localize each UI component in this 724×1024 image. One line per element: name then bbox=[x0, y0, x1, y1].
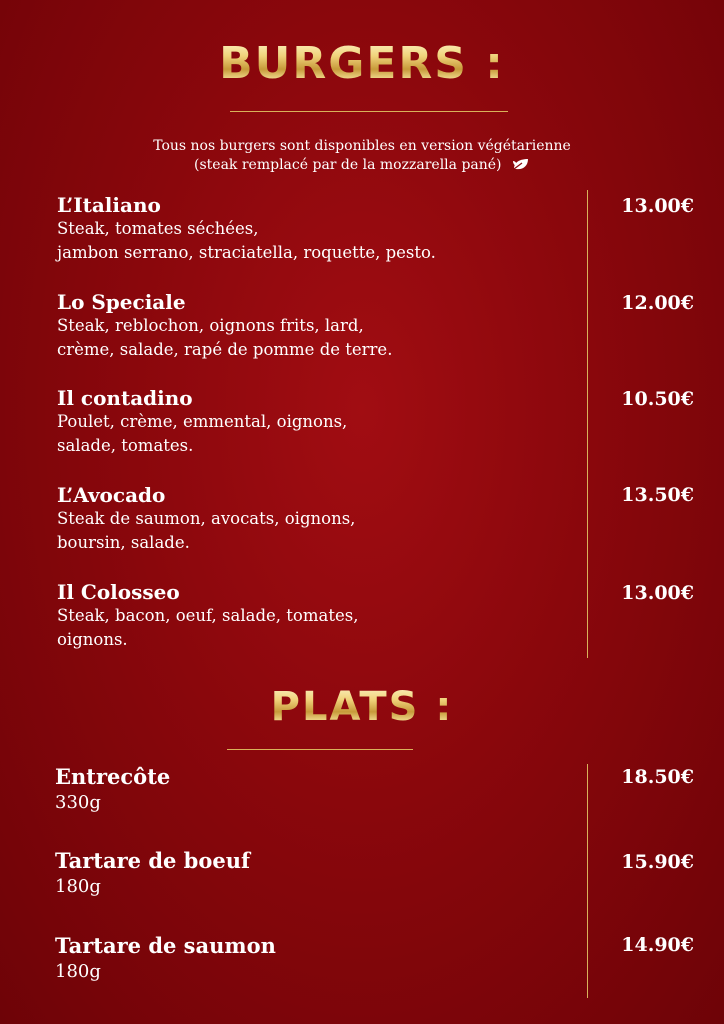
vegetarian-note-line-2: (steak remplacé par de la mozzarella pané) bbox=[194, 157, 502, 173]
menu-item-description: Steak, bacon, oeuf, salade, tomates, bbox=[57, 606, 359, 625]
menu-item-price: 13.00€ bbox=[621, 195, 694, 217]
plats-section-title: PLATS : bbox=[0, 683, 724, 731]
leaf-icon bbox=[512, 157, 530, 171]
menu-item-price: 14.90€ bbox=[621, 934, 694, 956]
menu-item-price: 12.00€ bbox=[621, 292, 694, 314]
menu-item-entrecote bbox=[55, 764, 575, 816]
menu-item-il-colosseo bbox=[57, 580, 577, 652]
menu-item-tartare-de-boeuf bbox=[55, 848, 575, 900]
menu-item-weight: 330g bbox=[55, 792, 101, 813]
menu-item-name: Tartare de saumon bbox=[55, 933, 276, 958]
menu-item-lo-speciale bbox=[57, 290, 577, 362]
menu-item-price: 13.50€ bbox=[621, 484, 694, 506]
menu-item-description: crème, salade, rapé de pomme de terre. bbox=[57, 340, 393, 359]
menu-item-tartare-de-saumon bbox=[55, 933, 575, 985]
plats-price-divider bbox=[587, 764, 588, 998]
menu-item-description: jambon serrano, straciatella, roquette, pesto. bbox=[57, 243, 436, 262]
menu-item-name: Tartare de boeuf bbox=[55, 848, 251, 873]
menu-item-price: 18.50€ bbox=[621, 766, 694, 788]
menu-item-price: 13.00€ bbox=[621, 582, 694, 604]
menu-item-name: L’Italiano bbox=[57, 193, 161, 217]
menu-item-name: Entrecôte bbox=[55, 764, 171, 789]
vegetarian-note-line-2-wrap bbox=[0, 156, 724, 175]
menu-item-name: Il Colosseo bbox=[57, 580, 180, 604]
menu-item-name: Lo Speciale bbox=[57, 290, 186, 314]
menu-item-il-contadino bbox=[57, 386, 577, 458]
burgers-title-divider bbox=[230, 111, 508, 112]
menu-item-price: 10.50€ bbox=[621, 388, 694, 410]
menu-item-lavocado bbox=[57, 483, 577, 555]
menu-item-weight: 180g bbox=[55, 876, 101, 897]
plats-title-divider bbox=[227, 749, 413, 750]
menu-item-description: Poulet, crème, emmental, oignons, bbox=[57, 412, 348, 431]
menu-item-description: boursin, salade. bbox=[57, 533, 190, 552]
burgers-section-title: BURGERS : bbox=[0, 38, 724, 90]
menu-item-description: Steak de saumon, avocats, oignons, bbox=[57, 509, 356, 528]
menu-item-weight: 180g bbox=[55, 961, 101, 982]
vegetarian-note-line-1: Tous nos burgers sont disponibles en version végétarienne bbox=[153, 138, 571, 154]
menu-item-description: oignons. bbox=[57, 630, 128, 649]
menu-item-name: L’Avocado bbox=[57, 483, 166, 507]
menu-item-description: Steak, reblochon, oignons frits, lard, bbox=[57, 316, 364, 335]
burgers-price-divider bbox=[587, 190, 588, 658]
vegetarian-note bbox=[0, 137, 724, 175]
menu-item-litaliano bbox=[57, 193, 577, 265]
menu-item-description: Steak, tomates séchées, bbox=[57, 219, 259, 238]
menu-item-description: salade, tomates. bbox=[57, 436, 194, 455]
menu-item-price: 15.90€ bbox=[621, 851, 694, 873]
menu-item-name: Il contadino bbox=[57, 386, 193, 410]
